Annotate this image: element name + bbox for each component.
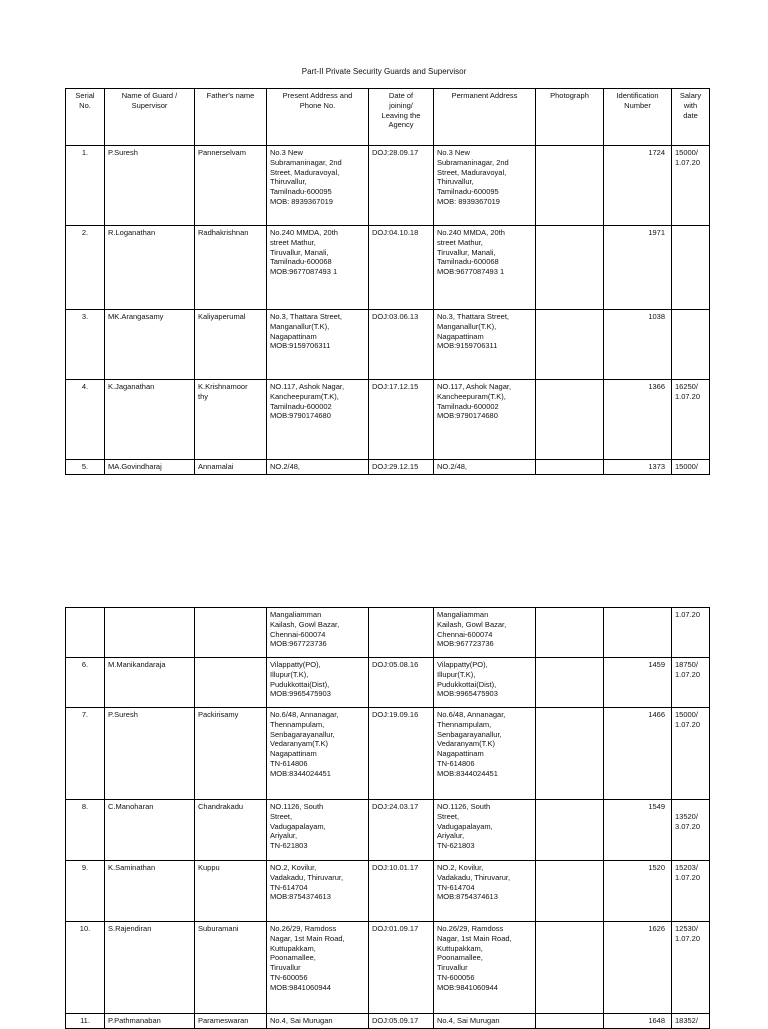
table-cell: DOJ:03.06.13 [369, 310, 434, 380]
table-cell: DOJ:28.09.17 [369, 146, 434, 226]
table-cell: Packirisamy [195, 708, 267, 800]
table-cell: C.Manoharan [105, 800, 195, 861]
table-row [66, 658, 710, 708]
table-cell [536, 658, 604, 708]
table-cell: 1. [66, 146, 105, 226]
table-row [66, 380, 710, 460]
table-cell [536, 380, 604, 460]
table-cell: No.3, Thattara Street, Manganallur(T.K), Nagapattinam MOB:9159706311 [434, 310, 536, 380]
table-row [66, 922, 710, 1014]
table-cell [195, 658, 267, 708]
table-cell: No.6/48, Annanagar, Thennampulam, Senbagarayanallur, Vedaranyam(T.K) Nagapattinam TN-614806 MOB:8344024451 [434, 708, 536, 800]
table-cell [105, 608, 195, 658]
table-cell: 11. [66, 1014, 105, 1029]
table-row [66, 861, 710, 922]
table-cell: P.Suresh [105, 146, 195, 226]
table-cell: NO.117, Ashok Nagar, Kancheepuram(T.K), Tamilnadu-600002 MOB:9790174680 [434, 380, 536, 460]
table-cell: 8. [66, 800, 105, 861]
table-cell [536, 800, 604, 861]
table-cell: No.240 MMDA, 20th street Mathur, Tiruvallur, Manali, Tamilnadu-600068 MOB:9677087493 1 [434, 226, 536, 310]
table-cell: 18352/ [672, 1014, 710, 1029]
table-cell: 15000/ 1.07.20 [672, 708, 710, 800]
table-cell: 1648 [604, 1014, 672, 1029]
table-cell: 6. [66, 658, 105, 708]
table-cell: Kaliyaperumal [195, 310, 267, 380]
table-header-row [66, 89, 710, 146]
table-cell: 1549 [604, 800, 672, 861]
table-cell: 1.07.20 [672, 608, 710, 658]
table-cell: Vilappatty(PO), Illupur(T.K), Pudukkottai(Dist), MOB:9965475903 [434, 658, 536, 708]
table-row [66, 708, 710, 800]
column-header: Date of joining/ Leaving the Agency [369, 89, 434, 146]
table-row [66, 226, 710, 310]
table-cell: Annamalai [195, 460, 267, 475]
table-cell: 4. [66, 380, 105, 460]
table-cell: P.Pathmanaban [105, 1014, 195, 1029]
table-cell: Pannerselvam [195, 146, 267, 226]
table-row [66, 146, 710, 226]
table-cell: Parameswaran [195, 1014, 267, 1029]
table-cell: 13520/ 3.07.20 [672, 800, 710, 861]
table-cell [672, 226, 710, 310]
table-cell [66, 608, 105, 658]
table-cell: K.Saminathan [105, 861, 195, 922]
table-cell: DOJ:04.10.18 [369, 226, 434, 310]
table-cell: DOJ:10.01.17 [369, 861, 434, 922]
table-cell [536, 460, 604, 475]
table-cell: 9. [66, 861, 105, 922]
table-cell: Suburamani [195, 922, 267, 1014]
table-cell: No.4, Sai Murugan [267, 1014, 369, 1029]
table-cell: 1626 [604, 922, 672, 1014]
table-cell: 5. [66, 460, 105, 475]
table-row [66, 1014, 710, 1029]
table-cell: No.6/48, Annanagar, Thennampulam, Senbagarayanallur, Vedaranyam(T.K) Nagapattinam TN-614806 MOB:8344024451 [267, 708, 369, 800]
table-cell: No.26/29, Ramdoss Nagar, 1st Main Road, Kuttupakkam, Poonamallee, Tiruvallur TN-600056 MOB:9841060944 [434, 922, 536, 1014]
column-header: Present Address and Phone No. [267, 89, 369, 146]
column-header: Father's name [195, 89, 267, 146]
table-cell: Mangaliamman Kailash, Gowl Bazar, Chennai-600074 MOB:967723736 [267, 608, 369, 658]
table-cell: 15000/ [672, 460, 710, 475]
table-cell: DOJ:19.09.16 [369, 708, 434, 800]
table-cell: DOJ:01.09.17 [369, 922, 434, 1014]
table-cell: NO.2/48, [267, 460, 369, 475]
table-cell: 16250/ 1.07.20 [672, 380, 710, 460]
table-cell [536, 922, 604, 1014]
table-cell: DOJ:29.12.15 [369, 460, 434, 475]
column-header: Permanent Address [434, 89, 536, 146]
table-cell: DOJ:05.08.16 [369, 658, 434, 708]
table-cell: 1366 [604, 380, 672, 460]
table-cell: 1459 [604, 658, 672, 708]
table-cell [536, 608, 604, 658]
table-cell: NO.2, Kovilur, Vadakadu, Thiruvarur, TN-614704 MOB:8754374613 [267, 861, 369, 922]
table-row [66, 800, 710, 861]
document-title: Part-II Private Security Guards and Supervisor [301, 67, 467, 76]
table-cell: No.26/29, Ramdoss Nagar, 1st Main Road, Kuttupakkam, Poonamallee, Tiruvallur TN-600056 MOB:9841060944 [267, 922, 369, 1014]
table-cell: 10. [66, 922, 105, 1014]
table-row [66, 460, 710, 475]
table-cell: 1971 [604, 226, 672, 310]
table-cell: NO.1126, South Street, Vadugapalayam, Ariyalur, TN-621803 [434, 800, 536, 861]
table-cell: DOJ:05.09.17 [369, 1014, 434, 1029]
table-cell: 7. [66, 708, 105, 800]
table-cell: S.Rajendiran [105, 922, 195, 1014]
table-cell: NO.2/48, [434, 460, 536, 475]
table-cell [536, 310, 604, 380]
table-cell [536, 226, 604, 310]
table-cell: 18750/ 1.07.20 [672, 658, 710, 708]
table-cell: NO.117, Ashok Nagar, Kancheepuram(T.K), Tamilnadu-600002 MOB:9790174680 [267, 380, 369, 460]
table-cell: Radhakrishnan [195, 226, 267, 310]
table-cell: No.240 MMDA, 20th street Mathur, Tiruvallur, Manali, Tamilnadu-600068 MOB:9677087493 1 [267, 226, 369, 310]
table-cell: No.3 New Subramaninagar, 2nd Street, Maduravoyal, Thiruvallur, Tamilnadu-600095 MOB: 8939367019 [434, 146, 536, 226]
table-cell: Kuppu [195, 861, 267, 922]
guards-table-part2 [65, 607, 710, 1029]
table-cell: Vilappatty(PO), Illupur(T.K), Pudukkottai(Dist), MOB:9965475903 [267, 658, 369, 708]
table-cell: 1373 [604, 460, 672, 475]
table-cell: Chandrakadu [195, 800, 267, 861]
table-cell: 1724 [604, 146, 672, 226]
table-cell: No.4, Sai Murugan [434, 1014, 536, 1029]
column-header: Name of Guard / Supervisor [105, 89, 195, 146]
table-cell: No.3 New Subramaninagar, 2nd Street, Maduravoyal, Thiruvallur, Tamilnadu-600095 MOB: 8939367019 [267, 146, 369, 226]
table-row [66, 608, 710, 658]
table-row [66, 310, 710, 380]
column-header: Identification Number [604, 89, 672, 146]
table-cell: R.Loganathan [105, 226, 195, 310]
table-cell [672, 310, 710, 380]
table-cell [536, 1014, 604, 1029]
table-cell: 12530/ 1.07.20 [672, 922, 710, 1014]
table-cell: 15203/ 1.07.20 [672, 861, 710, 922]
table-cell: 2. [66, 226, 105, 310]
table-cell [536, 861, 604, 922]
column-header: Salary with date [672, 89, 710, 146]
table-cell: 1520 [604, 861, 672, 922]
table-cell: DOJ:17.12.15 [369, 380, 434, 460]
table-cell: K.Jaganathan [105, 380, 195, 460]
column-header: Serial No. [66, 89, 105, 146]
table-cell: P.Suresh [105, 708, 195, 800]
table-cell: No.3, Thattara Street, Manganallur(T.K), Nagapattinam MOB:9159706311 [267, 310, 369, 380]
table-cell [604, 608, 672, 658]
table-cell: M.Manikandaraja [105, 658, 195, 708]
table-cell: DOJ:24.03.17 [369, 800, 434, 861]
table-cell [369, 608, 434, 658]
table-cell: 3. [66, 310, 105, 380]
table-cell: MA.Govindharaj [105, 460, 195, 475]
guards-table-part1 [65, 88, 710, 475]
table-cell: K.Krishnamoor thy [195, 380, 267, 460]
table-cell: NO.2, Kovilur, Vadakadu, Thiruvarur, TN-614704 MOB:8754374613 [434, 861, 536, 922]
table-cell: 15000/ 1.07.20 [672, 146, 710, 226]
table-cell [195, 608, 267, 658]
table-cell [536, 708, 604, 800]
table-cell [536, 146, 604, 226]
table-cell: NO.1126, South Street, Vadugapalayam, Ariyalur, TN-621803 [267, 800, 369, 861]
table-cell: 1038 [604, 310, 672, 380]
column-header: Photograph [536, 89, 604, 146]
table-cell: MK.Arangasamy [105, 310, 195, 380]
table-cell: 1466 [604, 708, 672, 800]
table-cell: Mangaliamman Kailash, Gowl Bazar, Chennai-600074 MOB:967723736 [434, 608, 536, 658]
